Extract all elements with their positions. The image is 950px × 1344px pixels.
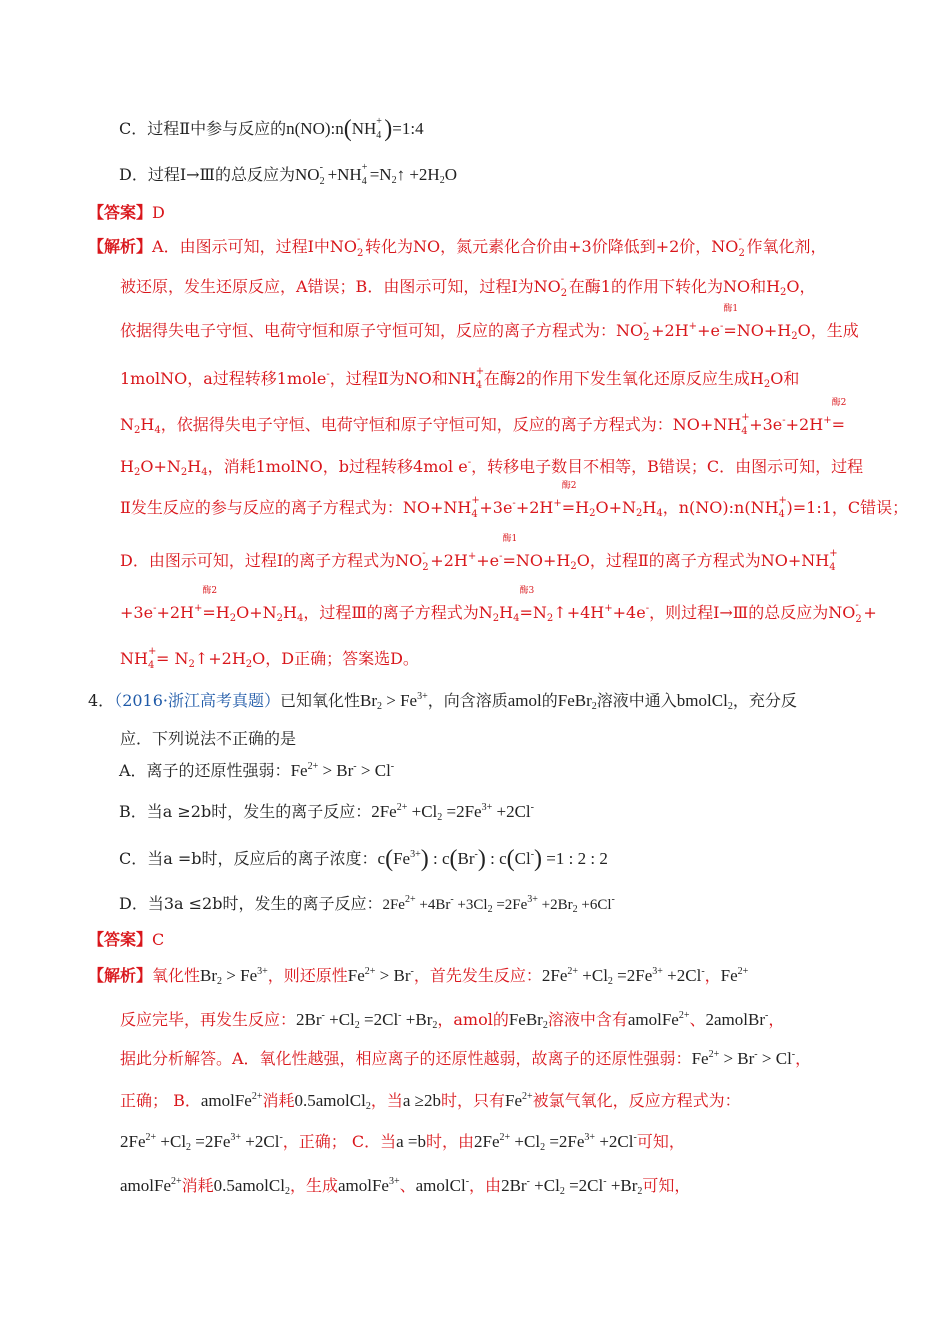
q4-analysis-line-6: amolFe$^{2+}$消耗0.5amolCl$_2$，生成amolFe$^{3+}$、amolCl-，由$2Br^- +Cl_2 =2Cl^- +Br_2$可知， (120, 1176, 691, 1197)
q4-answer (88, 929, 164, 951)
q3-analysis-line-8: D．由图示可知，过程Ⅰ的离子方程式为NO - 2 +2H++e-= 酶1 $NO+H_2O$，过程Ⅱ的离子方程式为NO+NH + 4 (120, 534, 838, 573)
q3-option-d-label: D．过程Ⅰ→Ⅲ的总反应为 (119, 165, 295, 184)
q3-option-d-formula: NO - 2 +NH + 4 $=N_2↑ +2H_2O$ (295, 162, 457, 188)
q3-option-c-label: C．过程Ⅱ中参与反应的 (119, 119, 287, 138)
q3-analysis-line-2: 被还原，发生还原反应，A错误；B．由图示可知，过程Ⅰ为NO - 2 在酶1的作用下转化为NO和$H_2O$， (120, 273, 816, 299)
q4-stem-line-1: 4．（2016·浙江高考真题）已知氧化性$Br_2 > Fe^{3+}$，向含溶质amol的FeBr$_2$溶液中通入bmolCl$_2$，充分反 (88, 691, 797, 712)
q3-answer-tag: 【答案】 (88, 203, 153, 222)
q4-option-d: D．当3a ≤2b时，发生的离子反应：$2Fe^{2+} +4Br^- +3Cl_2 =2Fe^{3+} +2Br_2 +6Cl^-$ (119, 894, 615, 915)
q4-analysis-line-5: $2Fe^{2+} +Cl_2 =2Fe^{3+} +2Cl^-$，正确； C．当a =b时，由$2Fe^{2+} +Cl_2 =2Fe^{3+} +2Cl^-$可知， (120, 1132, 685, 1153)
catalyst-label: 酶3 (519, 586, 535, 596)
catalyst-label: 酶2 (202, 586, 218, 596)
q3-analysis-line-3: 依据得失电子守恒、电荷守恒和原子守恒可知，反应的离子方程式为：NO - 2 +2H++e-= 酶1 $NO+H_2O$，生成 (120, 304, 859, 343)
q3-answer (88, 202, 165, 224)
q3-analysis-line-4: 1molNO，a过程转移1mole-，过程Ⅱ为NO和NH + 4 在酶2的作用下发生氧化还原反应生成$H_2O$和 (120, 365, 800, 391)
q4-option-b: B．当a ≥2b时，发生的离子反应：$2Fe^{2+} +Cl_2 =2Fe^{3+} +2Cl^-$ (119, 802, 534, 823)
q3-analysis-line-7: Ⅱ发生反应的参与反应的离子方程式为：NO+NH + 4 +3e-+2H+= 酶2 $H_2O+N_2H_4$，n(NO):n(NH + 4 )=1:1，C错误； (120, 481, 909, 520)
q4-option-c-label: C．当a =b时，反应后的离子浓度： (119, 849, 378, 868)
q4-option-c: C．当a =b时，反应后的离子浓度：$c(Fe^{3+})$ : c(Br-) : c(Cl-) =1 : 2 : 2 (119, 846, 608, 872)
q3-answer-value: D (152, 203, 165, 222)
q4-analysis-line-4: 正确； B．amolFe$^{2+}$消耗0.5amolCl$_2$，当a ≥2b时，只有$Fe^{2+}$被氯气氧化，反应方程式为： (120, 1091, 741, 1112)
catalyst-label: 酶1 (502, 534, 518, 544)
q3-option-c (119, 118, 424, 140)
q4-analysis-line-2: 反应完毕，再发生反应：$2Br^- +Cl_2 =2Cl^- +Br_2$，amol的FeBr$_2$溶液中含有amolFe$^{2+}$、2amolBr-， (120, 1010, 785, 1031)
q4-option-a-label: A．离子的还原性强弱： (119, 761, 291, 780)
q3-analysis-line-6: $H_2O+N_2H_4$，消耗1molNO，b过程转移4mol e-，转移电子数目不相等，B错误；C．由图示可知，过程 (120, 457, 864, 478)
catalyst-label: 酶1 (723, 304, 739, 314)
q4-answer-value: C (152, 930, 165, 949)
q3-analysis-tag: 【解析】 (88, 237, 153, 256)
q4-option-b-label: B．当a ≥2b时，发生的离子反应： (119, 802, 372, 821)
q4-analysis-line-1: 【解析】氧化性$Br_2 > Fe^{3+}$，则还原性$Fe^{2+} > Br^-$，首先发生反应：$2Fe^{2+} +Cl_2 =2Fe^{3+} +2Cl^-$，$Fe^{2+}$ (88, 966, 749, 987)
q4-option-a: A．离子的还原性强弱：$Fe^{2+} > Br^- > Cl^-$ (119, 761, 395, 780)
q3-analysis-line-5: $N_2H_4$，依据得失电子守恒、电荷守恒和原子守恒可知，反应的离子方程式为：NO+NH + 4 +3e-+2H+= 酶2 (120, 398, 847, 437)
catalyst-label: 酶2 (831, 398, 847, 408)
q3-analysis-line-1: 【解析】A．由图示可知，过程Ⅰ中NO - 2 转化为NO，氮元素化合价由+3价降低到+2价，NO - 2 作氧化剂， (88, 233, 827, 259)
q3-option-c-formula: n(NO):n(NH + 4 )=1:4 (286, 116, 424, 142)
q3-option-d (119, 164, 457, 186)
q4-answer-tag: 【答案】 (88, 930, 153, 949)
q4-analysis-line-3: 据此分析解答。A．氧化性越强，相应离子的还原性越弱，故离子的还原性强弱：$Fe^{2+} > Br^- > Cl^-$， (120, 1049, 812, 1068)
q3-analysis-line-10: NH + 4 = $N_2↑+2H_2O$，D正确；答案选D。 (120, 645, 419, 671)
q4-stem-line-2: 应．下列说法不正确的是 (120, 729, 297, 748)
catalyst-label: 酶2 (561, 481, 577, 491)
q4-number: 4． (88, 691, 115, 710)
q4-source: （2016·浙江高考真题） (114, 691, 280, 710)
q4-analysis-tag: 【解析】 (88, 966, 153, 985)
q4-option-d-label: D．当3a ≤2b时，发生的离子反应： (119, 894, 383, 913)
q3-analysis-line-9: +3e-+2H+= 酶2 $H_2O+N_2H_4$，过程Ⅲ的离子方程式为$N_2H_4=$ 酶3 $N_2↑+4H^++4e^-$，则过程Ⅰ→Ⅲ的总反应为NO - 2 + (120, 586, 877, 625)
